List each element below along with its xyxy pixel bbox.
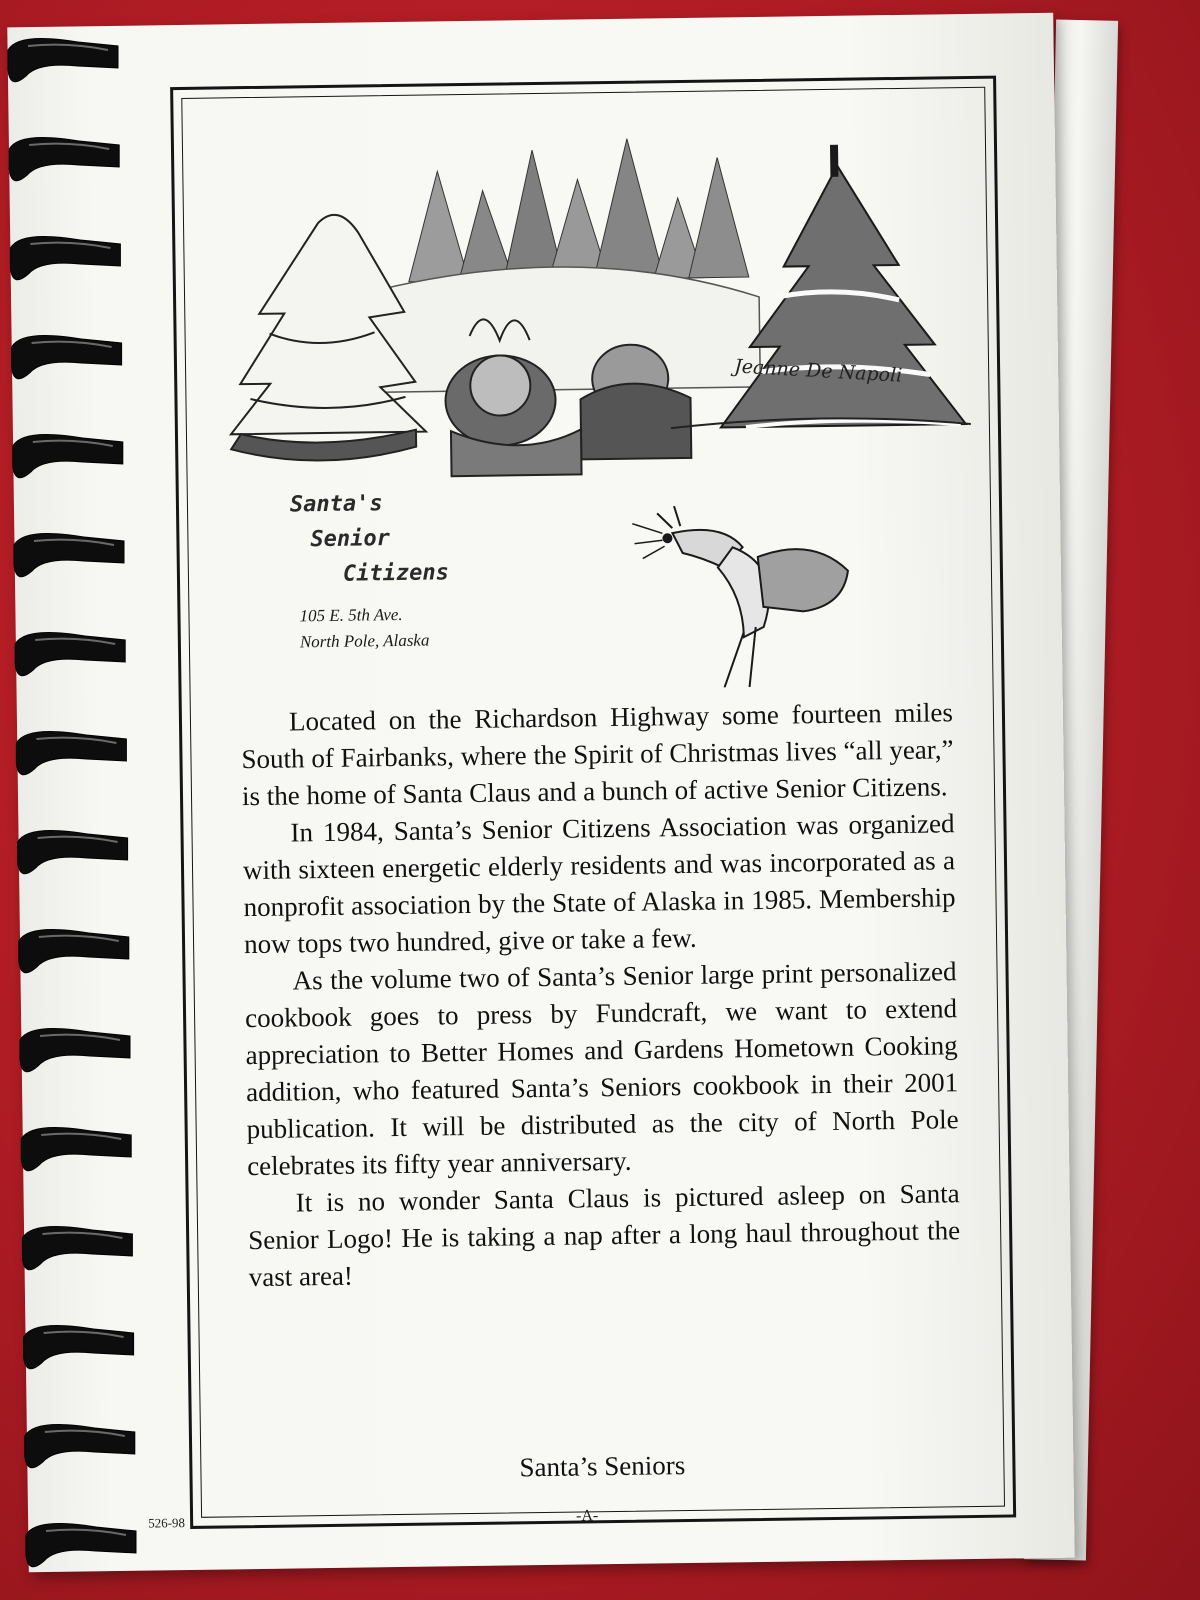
paragraph-closing-remark: It is no wonder Santa Claus is pictured asleep on Santa Senior Logo! He is taking a nap after a long haul throughout the vast area! <box>248 1178 961 1293</box>
reindeer-drawing <box>632 504 850 689</box>
spiral-binding <box>0 0 150 1600</box>
paragraph-location: Located on the Richardson Highway some fourteen miles South of Fairbanks, where the Spirit of Christmas lives “all year,” is the home of Santa Claus and a bunch of active Senior Citizens. <box>241 697 954 812</box>
logo-line-3: Citizens <box>342 560 450 588</box>
logo-line-1: Santa's <box>289 491 383 518</box>
santas-senior-citizens-logo <box>290 485 449 593</box>
right-pine-tree <box>717 144 966 427</box>
artist-signature: Jeanne De Napoli <box>733 355 903 387</box>
address-street: 105 E. 5th Ave. <box>299 604 403 626</box>
intro-text <box>241 694 961 1296</box>
snow-hill <box>369 264 761 392</box>
background-forest <box>407 137 749 282</box>
address-block <box>299 602 429 655</box>
footer-code: 526-98 <box>148 1515 186 1531</box>
page-number: -A- <box>575 1507 599 1525</box>
address-city: North Pole, Alaska <box>299 630 430 651</box>
paragraph-appreciation: As the volume two of Santa’s Senior large print personalized cookbook goes to press by Fundcraft, we want to extend appreciation to Better Homes and Gardens Hometown Cooking addition, who featured Santa’s Seniors cookbook in their 2001 publication. It will be distributed as the city of North Pole celebrates its fifty year anniversary. <box>244 956 959 1182</box>
cookbook-page <box>7 13 1074 1572</box>
paragraph-history: In 1984, Santa’s Senior Citizens Association was organized with sixteen energetic elderly residents and was incorporated as a nonprofit association by the State of Alaska in 1985. Membership now tops two hundred, give or take a few. <box>242 808 956 960</box>
signoff: Santa’s Seniors <box>519 1450 686 1483</box>
page-border <box>170 76 1016 1529</box>
page-border-inner <box>181 87 1005 1518</box>
logo-line-2: Senior <box>310 526 391 553</box>
